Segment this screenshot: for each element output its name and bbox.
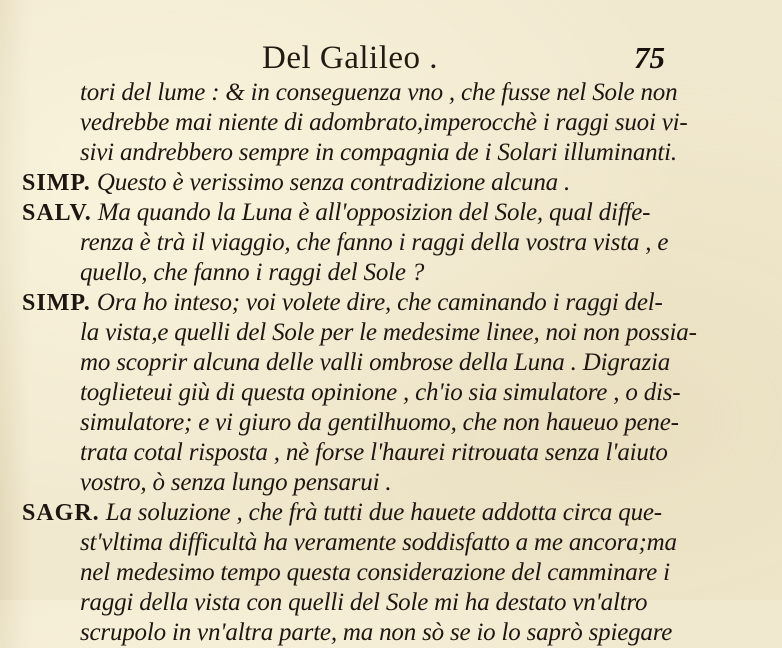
speaker-line-salv: SALV. Ma quando la Luna è all'opposizion del Sole, qual diffe- — [22, 199, 651, 226]
speaker-line-sagr: SAGR. La soluzione , che frà tutti due hauete addotta circa que- — [22, 499, 662, 526]
text-line: nel medesimo tempo questa considerazione del camminare i — [80, 559, 670, 586]
text-line: tori del lume : & in conseguenza vno , che fusse nel Sole non — [80, 79, 678, 106]
speaker-line-simp: SIMP. Questo è verissimo senza contradizione alcuna . — [22, 169, 571, 196]
text-line: trata cotal risposta , nè forse l'haurei ritrouata senza l'aiuto — [80, 439, 668, 466]
text-line-partial: scrupolo in vn'altra parte, ma non sò se io lo saprò spiegare — [80, 619, 673, 646]
text-line: la vista,e quelli del Sole per le medesime linee, noi non possia- — [80, 319, 697, 346]
speaker-label: SIMP. — [22, 290, 91, 316]
text-line: vedrebbe mai niente di adombrato,imperocchè i raggi suoi vi- — [80, 109, 688, 136]
text-line: renza è trà il viaggio, che fanno i raggi della vostra vista , e — [80, 229, 669, 256]
text-line: mo scoprir alcuna delle valli ombrose della Luna . Digrazia — [80, 349, 671, 376]
running-head — [0, 40, 782, 80]
text-line: toglieteui giù di questa opinione , ch'io sia simulatore , o dis- — [80, 379, 681, 406]
running-head-title: Del Galileo . — [262, 40, 439, 76]
speaker-label: SIMP. — [22, 170, 91, 196]
page-number: 75 — [634, 40, 665, 75]
text-line: vostro, ò senza lungo pensarui . — [80, 469, 392, 496]
text-line: raggi della vista con quelli del Sole mi ha destato vn'altro — [80, 589, 648, 616]
text-line: quello, che fanno i raggi del Sole ? — [80, 259, 425, 286]
text-line: sivi andrebbero sempre in compagnia de i Solari illuminanti. — [80, 139, 677, 166]
text-line: st'vltima difficultà ha veramente soddisfatto a me ancora;ma — [80, 529, 677, 556]
speaker-label: SALV. — [22, 200, 92, 226]
speaker-line-simp: SIMP. Ora ho inteso; voi volete dire, che caminando i raggi del- — [22, 289, 663, 316]
text-line: simulatore; e vi giuro da gentilhuomo, che non haueuo pene- — [80, 409, 679, 436]
speaker-label: SAGR. — [22, 500, 100, 526]
